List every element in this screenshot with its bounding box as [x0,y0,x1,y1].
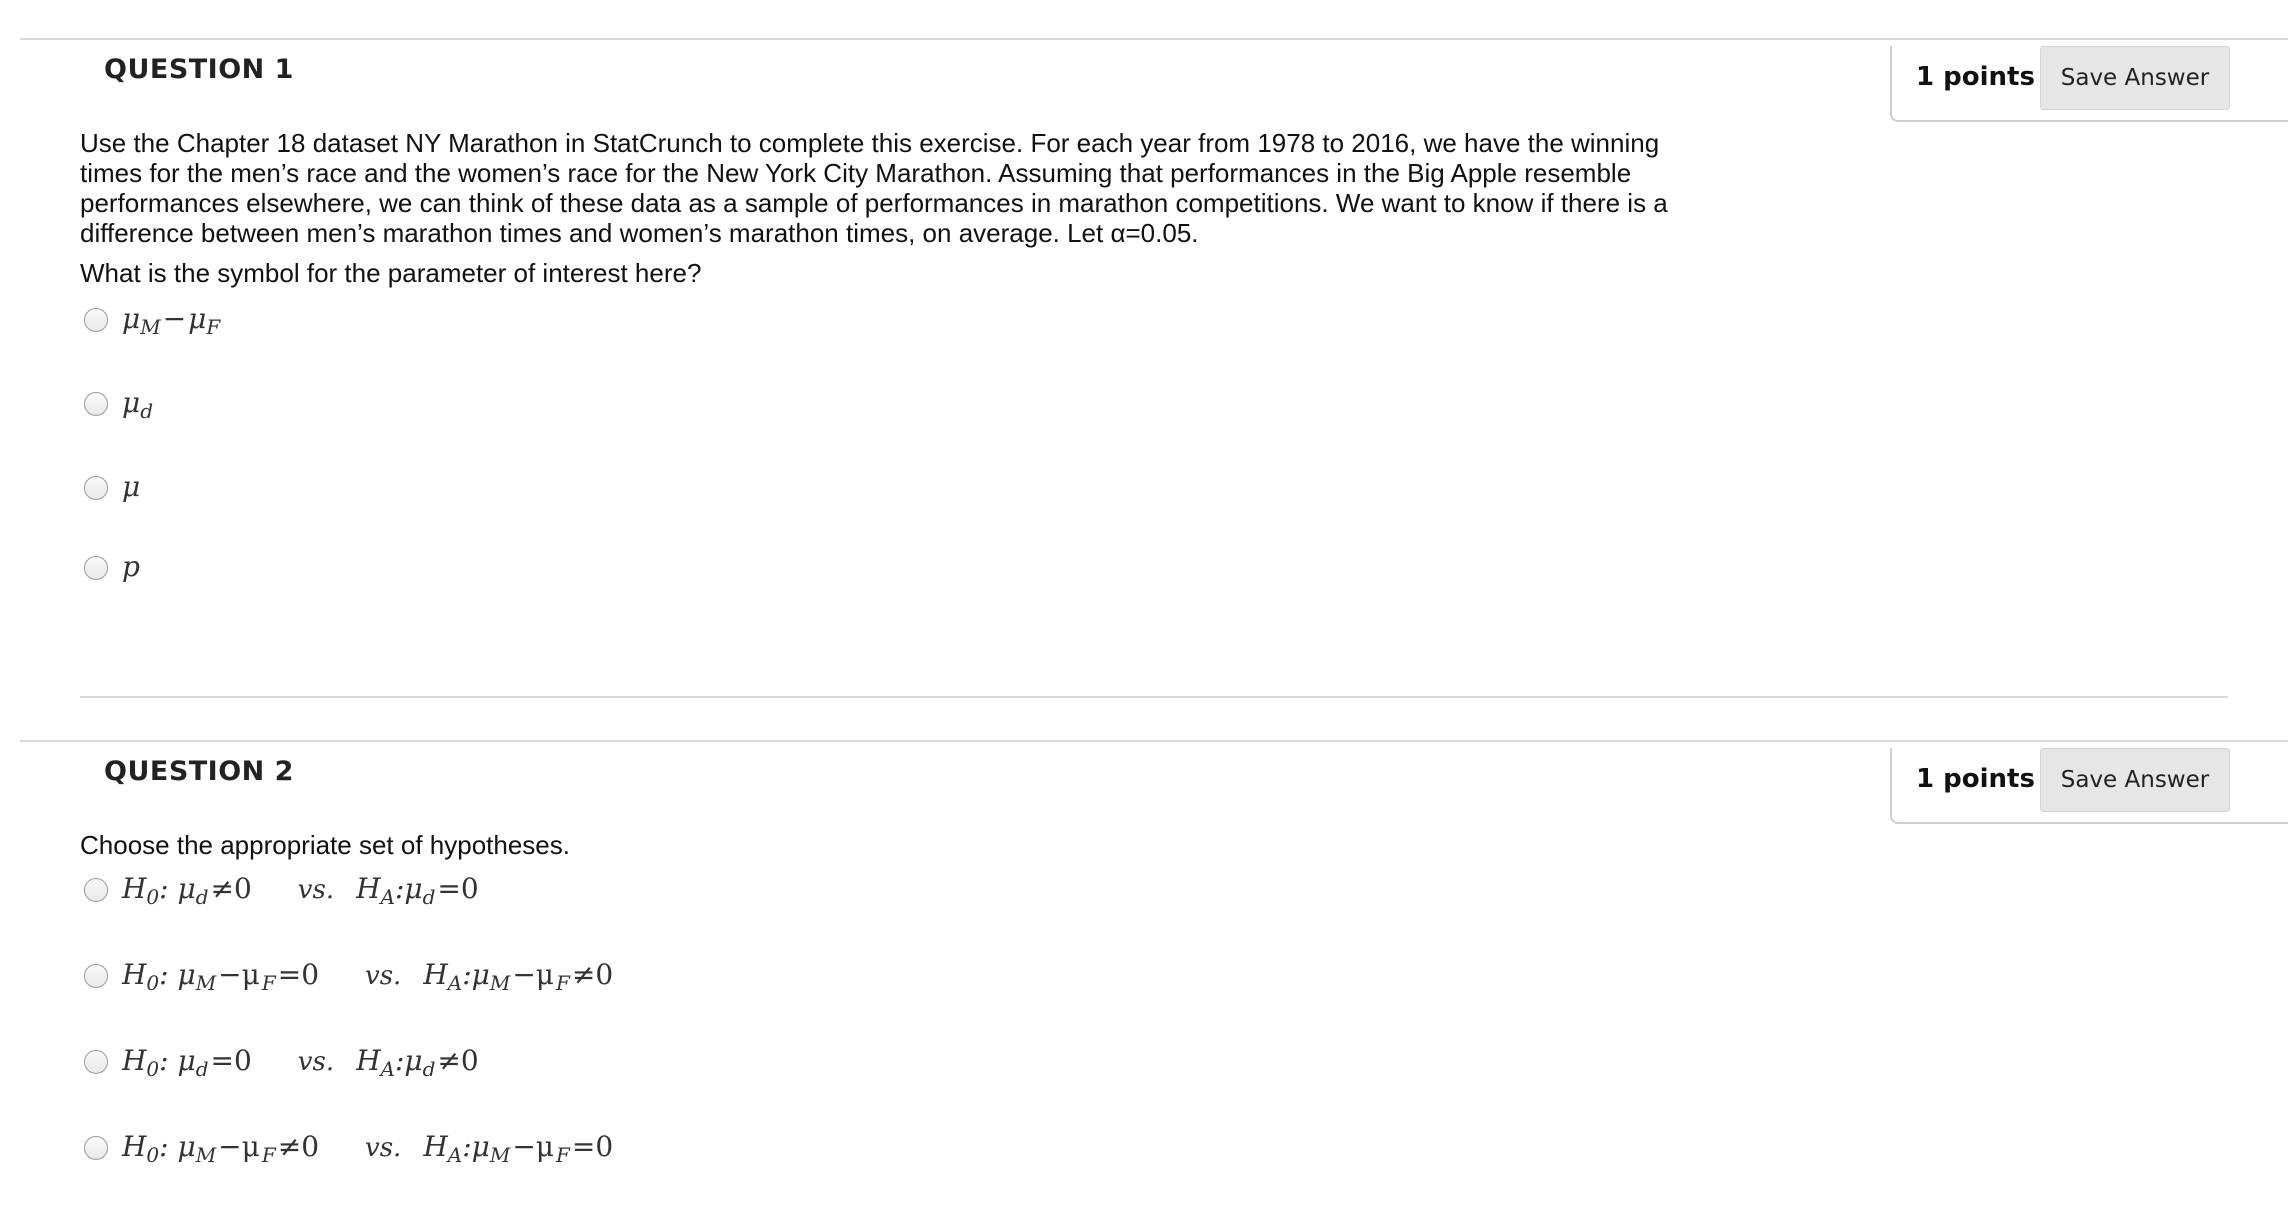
question-2-option-2-label: $H_0$: $\mu_M-\mu$ $_F$=0 vs. $H_A:\mu_M-\mu$ $_F$≠0 [122,958,614,995]
question-1-option-1-label: $\mu_M-\mu_F$ [122,302,221,339]
question-1-option-3[interactable] [84,470,140,514]
question-1-option-2[interactable] [84,386,153,430]
question-2-top-divider [20,740,2288,742]
question-2-option-2-radio[interactable] [84,964,108,988]
question-2-option-3-label: $H_0$: $\mu_d=0$ vs. $H_A:\mu_d\ne 0$ [122,1044,479,1081]
question-2-option-1[interactable] [84,872,481,916]
question-1-option-1-radio[interactable] [84,308,108,332]
question-2-option-1-label: $H_0$: $\mu_d\ne 0$ vs. $H_A:\mu_d=0$ [122,872,479,909]
question-2-option-4-radio[interactable] [84,1136,108,1160]
question-1-points-panel [1890,46,2288,122]
question-1-top-divider [20,38,2288,40]
question-2-save-answer-button[interactable]: Save Answer [2040,748,2230,812]
question-2-option-4[interactable] [84,1130,615,1174]
question-2-points: 1 points [1916,764,2035,794]
question-1-option-3-radio[interactable] [84,476,108,500]
question-1-option-4[interactable] [84,550,140,594]
question-2-points-panel [1890,748,2288,824]
question-2-option-1-radio[interactable] [84,878,108,902]
question-1-option-4-label: p [122,550,140,583]
question-1-option-2-label: $\mu_d$ [122,386,154,423]
question-2-option-3[interactable] [84,1044,481,1088]
question-1-option-2-radio[interactable] [84,392,108,416]
question-2-prompt: Choose the appropriate set of hypotheses. [80,830,570,860]
question-1-prompt: What is the symbol for the parameter of interest here? [80,258,702,288]
question-1-text: Use the Chapter 18 dataset NY Marathon in StatCrunch to complete this exercise. For each year from 1978 to 2016, we have the winning times for the men’s race and the women’s race for the New York City Marathon. Assuming that performances in the Big Apple resemble performances elsewhere, we can think of these data as a sample of performances in marathon competitions. We want to know if there is a difference between men’s marathon times and women’s marathon times, on average. Let α=0.05. [80,128,1668,248]
question-2-option-4-label: $H_0$: $\mu_M-\mu$ $_F$≠0 vs. $H_A:\mu_M-\mu$ $_F$=0 [122,1130,614,1167]
question-2-option-3-radio[interactable] [84,1050,108,1074]
question-1-option-1[interactable] [84,302,220,346]
question-1-bottom-divider [80,696,2228,698]
question-2-option-2[interactable] [84,958,615,1002]
question-1-header: QUESTION 1 [104,54,294,85]
question-1-points: 1 points [1916,62,2035,92]
question-1-option-4-radio[interactable] [84,556,108,580]
question-2-header: QUESTION 2 [104,756,294,787]
question-1-option-3-label: μ [122,470,141,503]
question-1-save-answer-button[interactable]: Save Answer [2040,46,2230,110]
